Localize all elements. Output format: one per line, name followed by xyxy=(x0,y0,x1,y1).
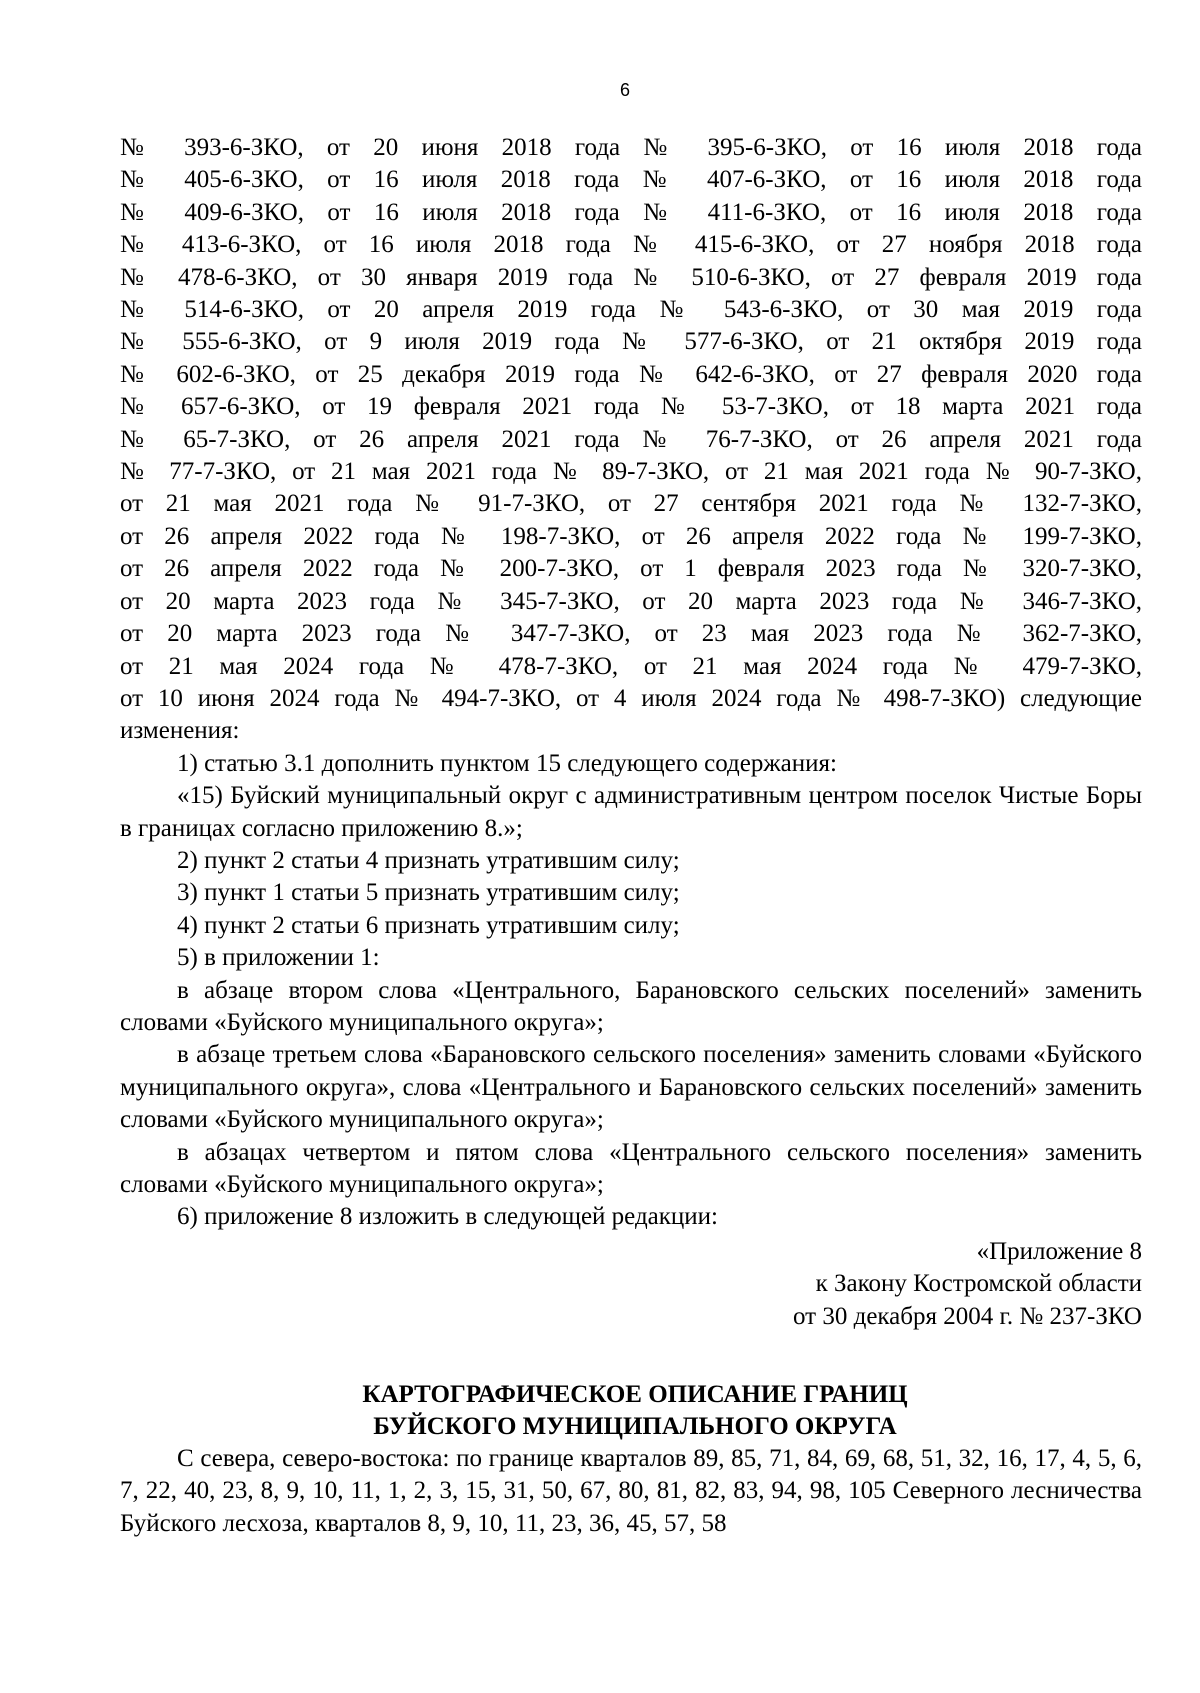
law-list-end: изменения: xyxy=(120,717,240,745)
appendix-line: к Закону Костромской области xyxy=(815,1270,1142,1298)
law-list-line: от 20 марта 2023 года № 347-7-ЗКО, от 23 мая 2023 года № 362-7-ЗКО, xyxy=(120,620,1142,648)
title-line: КАРТОГРАФИЧЕСКОЕ ОПИСАНИЕ ГРАНИЦ xyxy=(362,1381,908,1409)
law-list-line: № 409-6-ЗКО, от 16 июля 2018 года № 411-6-ЗКО, от 16 июля 2018 года xyxy=(120,198,1142,226)
appendix-line: «Приложение 8 xyxy=(976,1237,1142,1265)
law-list-line: № 602-6-ЗКО, от 25 декабря 2019 года № 642-6-ЗКО, от 27 февраля 2020 года xyxy=(120,360,1142,388)
amendment-item-5: 5) в приложении 1: xyxy=(177,944,380,972)
law-list-line: № 514-6-ЗКО, от 20 апреля 2019 года № 543-6-ЗКО, от 30 мая 2019 года xyxy=(120,296,1142,324)
law-list-line: № 65-7-ЗКО, от 26 апреля 2021 года № 76-7-ЗКО, от 26 апреля 2021 года xyxy=(120,425,1142,453)
boundary-description: С севера, северо-востока: по границе кварталов 89, 85, 71, 84, 69, 68, 51, 32, 16, 17, 4, 5, 6, 7, 22, 40, 23, 8, 9, 10, 11, 1, 2, 3, 15, 31, 50, 67, 80, 81, 82, 83, 94, 98, 105 Северного лесничества Буйского лесхоза, кварталов 8, 9, 10, 11, 23, 36, 45, 57, 58 xyxy=(120,1445,1142,1537)
amendment-item-3: 3) пункт 1 статьи 5 признать утратившим силу; xyxy=(177,879,680,907)
amendment-paragraph-2: в абзаце втором слова «Центрального, Барановского сельских поселений» заменить словами «Буйского муниципального округа»; xyxy=(120,976,1142,1036)
amendment-paragraph-3: в абзаце третьем слова «Барановского сельского поселения» заменить словами «Буйского муниципального округа», слова «Центрального и Барановского сельских поселений» заменить словами «Буйского муниципального округа»; xyxy=(120,1041,1142,1134)
law-list-line: от 26 апреля 2022 года № 200-7-ЗКО, от 1 февраля 2023 года № 320-7-ЗКО, xyxy=(120,555,1142,583)
law-list-line: № 413-6-ЗКО, от 16 июля 2018 года № 415-6-ЗКО, от 27 ноября 2018 года xyxy=(120,231,1142,259)
page-number: 6 xyxy=(619,80,630,100)
amendment-item-2: 2) пункт 2 статьи 4 признать утратившим силу; xyxy=(177,846,680,874)
law-list-line: от 20 марта 2023 года № 345-7-ЗКО, от 20 марта 2023 года № 346-7-ЗКО, xyxy=(120,587,1142,615)
law-list-line: от 26 апреля 2022 года № 198-7-ЗКО, от 26 апреля 2022 года № 199-7-ЗКО, xyxy=(120,522,1142,550)
appendix-header xyxy=(120,1236,1142,1333)
law-list-line: № 657-6-ЗКО, от 19 февраля 2021 года № 53-7-ЗКО, от 18 марта 2021 года xyxy=(120,393,1142,421)
amendment-item-15-text: «15) Буйский муниципальный округ с административным центром поселок Чистые Боры в границах согласно приложению 8.»; xyxy=(120,782,1142,842)
appendix-line: от 30 декабря 2004 г. № 237-ЗКО xyxy=(793,1302,1142,1330)
amendment-item-1: 1) статью 3.1 дополнить пунктом 15 следующего содержания: xyxy=(177,749,837,777)
law-list-line: № 478-6-ЗКО, от 30 января 2019 года № 510-6-ЗКО, от 27 февраля 2019 года xyxy=(120,263,1142,291)
amendment-item-6: 6) приложение 8 изложить в следующей редакции: xyxy=(177,1203,718,1231)
law-list-line: от 10 июня 2024 года № 494-7-ЗКО, от 4 июля 2024 года № 498-7-ЗКО) следующие xyxy=(120,684,1142,712)
document-body xyxy=(120,132,1142,1540)
law-list-line: № 555-6-ЗКО, от 9 июля 2019 года № 577-6-ЗКО, от 21 октября 2019 года xyxy=(120,328,1142,356)
amendment-paragraph-4-5: в абзацах четвертом и пятом слова «Центрального сельского поселения» заменить словами «Буйского муниципального округа»; xyxy=(120,1138,1142,1198)
title-line: БУЙСКОГО МУНИЦИПАЛЬНОГО ОКРУГА xyxy=(373,1413,897,1441)
document-title xyxy=(120,1379,1142,1443)
law-list-line: № 393-6-ЗКО, от 20 июня 2018 года № 395-6-ЗКО, от 16 июля 2018 года xyxy=(120,134,1142,161)
law-list-line: от 21 мая 2021 года № 91-7-ЗКО, от 27 сентября 2021 года № 132-7-ЗКО, xyxy=(120,490,1142,518)
law-list-line: № 77-7-ЗКО, от 21 мая 2021 года № 89-7-ЗКО, от 21 мая 2021 года № 90-7-ЗКО, xyxy=(120,458,1142,486)
amendment-item-4: 4) пункт 2 статьи 6 признать утратившим силу; xyxy=(177,911,680,939)
law-list-line: от 21 мая 2024 года № 478-7-ЗКО, от 21 мая 2024 года № 479-7-ЗКО, xyxy=(120,652,1142,680)
law-list-line: № 405-6-ЗКО, от 16 июля 2018 года № 407-6-ЗКО, от 16 июля 2018 года xyxy=(120,166,1142,194)
law-amendments-list xyxy=(120,132,1142,748)
